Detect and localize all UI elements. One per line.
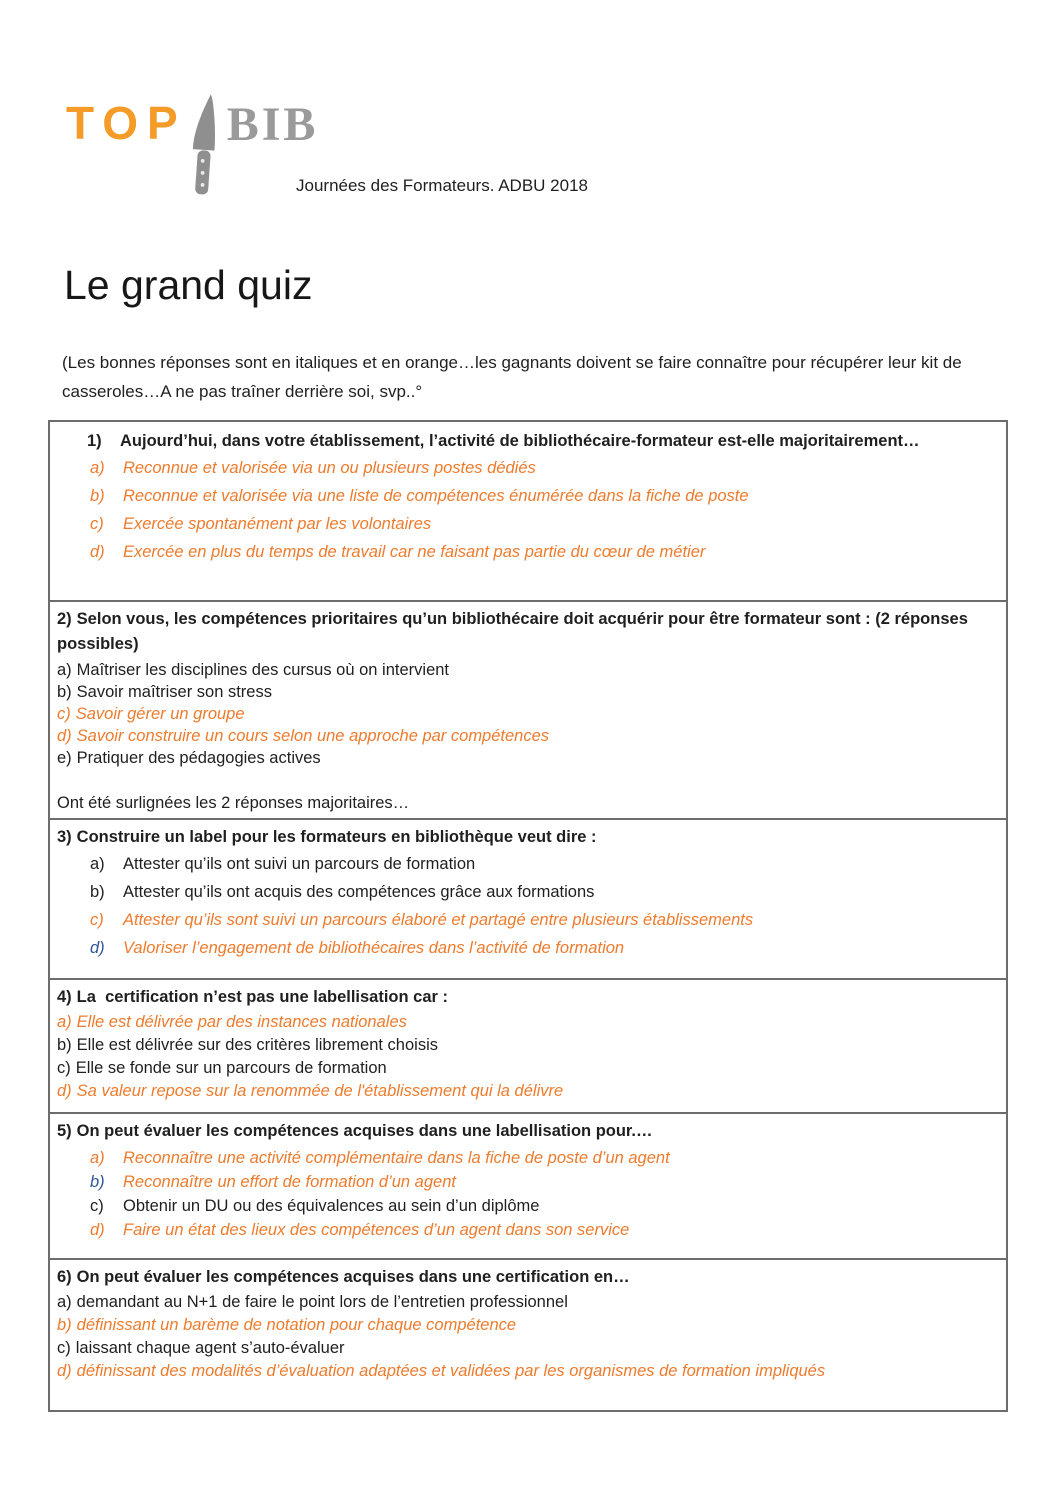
- knife-icon: [183, 94, 227, 196]
- question-text: On peut évaluer les compétences acquises dans une labellisation pour.…: [76, 1122, 653, 1140]
- quiz-option: [57, 1080, 998, 1103]
- option-text: Attester qu’ils ont acquis des compétences grâce aux formations: [123, 883, 595, 901]
- question-number: 2): [57, 610, 72, 628]
- question-row-5: [49, 1113, 1007, 1259]
- option-marker: d): [90, 1221, 105, 1239]
- option-text: laissant chaque agent s’auto-évaluer: [75, 1339, 345, 1357]
- option-marker: d): [57, 727, 72, 745]
- quiz-option: [57, 747, 998, 769]
- question-text: Selon vous, les compétences prioritaires qu’un bibliothécaire doit acquérir pour être formateur sont : (2 réponses possibles): [57, 610, 973, 653]
- question-title: [57, 825, 998, 849]
- question-number: 6): [57, 1268, 72, 1286]
- option-marker: a): [57, 1293, 72, 1311]
- quiz-option: [57, 1314, 998, 1337]
- option-marker: c): [57, 1059, 71, 1077]
- option-text: Obtenir un DU ou des équivalences au sein d’un diplôme: [123, 1197, 540, 1215]
- quiz-option: [57, 1337, 998, 1360]
- option-text: définissant des modalités d’évaluation adaptées et validées par les organismes de formation impliqués: [76, 1362, 826, 1380]
- question-row-4: [49, 979, 1007, 1113]
- question-number: 3): [57, 828, 72, 846]
- option-marker: c): [57, 1339, 71, 1357]
- quiz-option: [90, 881, 998, 904]
- question-text: On peut évaluer les compétences acquises dans une certification en…: [76, 1268, 630, 1286]
- option-marker: c): [57, 705, 71, 723]
- option-marker: d): [57, 1082, 72, 1100]
- question-number: 4): [57, 988, 72, 1006]
- option-text: Savoir construire un cours selon une approche par compétences: [76, 727, 550, 745]
- option-text: définissant un barème de notation pour chaque compétence: [76, 1316, 517, 1334]
- option-marker: d): [57, 1362, 72, 1380]
- option-marker: a): [90, 855, 105, 873]
- quiz-option: [90, 909, 998, 932]
- intro-note: (Les bonnes réponses sont en italiques et en orange…les gagnants doivent se faire connaître pour récupérer leur kit de casseroles…A ne pas traîner derrière soi, svp..°: [62, 353, 962, 401]
- option-text: Elle se fonde sur un parcours de formation: [75, 1059, 387, 1077]
- option-marker: c): [90, 515, 104, 533]
- quiz-option: [57, 1360, 998, 1383]
- quiz-option: [57, 1034, 998, 1057]
- question-text: La certification n’est pas une labellisation car :: [76, 988, 449, 1006]
- question-row-1: [49, 421, 1007, 601]
- question-number: 1): [87, 432, 102, 450]
- option-marker: b): [57, 1316, 72, 1334]
- option-marker: b): [90, 1173, 105, 1191]
- option-marker: a): [57, 661, 72, 679]
- quiz-table: [48, 420, 1008, 1412]
- option-text: Sa valeur repose sur la renommée de l'établissement qui la délivre: [76, 1082, 564, 1100]
- options-list: [90, 853, 998, 960]
- option-text: Pratiquer des pédagogies actives: [76, 749, 321, 767]
- option-marker: a): [57, 1013, 72, 1031]
- option-text: Faire un état des lieux des compétences d’un agent dans son service: [123, 1221, 630, 1239]
- option-marker: e): [57, 749, 72, 767]
- quiz-option: [90, 513, 998, 536]
- question-title: [87, 429, 998, 453]
- quiz-option: [90, 1195, 998, 1218]
- question-row-3: [49, 819, 1007, 979]
- option-text: Maîtriser les disciplines des cursus où on intervient: [76, 661, 450, 679]
- option-text: Valoriser l’engagement de bibliothécaires dans l’activité de formation: [123, 939, 625, 957]
- page-title: Le grand quiz: [64, 262, 313, 308]
- options-list: [57, 1011, 998, 1103]
- quiz-option: [57, 1011, 998, 1034]
- quiz-option: [57, 725, 998, 747]
- option-marker: c): [90, 911, 104, 929]
- quiz-option: [57, 681, 998, 703]
- quiz-option: [90, 853, 998, 876]
- option-marker: a): [90, 459, 105, 477]
- quiz-option: [90, 457, 998, 480]
- quiz-option: [90, 1147, 998, 1170]
- option-text: Attester qu’ils sont suivi un parcours élaboré et partagé entre plusieurs établissements: [123, 911, 754, 929]
- quiz-option: [90, 937, 998, 960]
- option-text: demandant au N+1 de faire le point lors de l’entretien professionnel: [76, 1293, 568, 1311]
- option-marker: b): [90, 883, 105, 901]
- question-row-2: [49, 601, 1007, 819]
- option-text: Elle est délivrée par des instances nationales: [76, 1013, 407, 1031]
- question-title: [57, 1119, 998, 1143]
- quiz-option: [57, 1291, 998, 1314]
- quiz-option: [57, 1057, 998, 1080]
- option-text: Attester qu’ils ont suivi un parcours de formation: [123, 855, 476, 873]
- question-text: Aujourd’hui, dans votre établissement, l’activité de bibliothécaire-formateur est-elle majoritairement…: [120, 432, 920, 450]
- option-marker: b): [57, 1036, 72, 1054]
- options-list: [90, 457, 998, 564]
- question-title: [57, 1265, 998, 1289]
- quiz-option: [90, 1171, 998, 1194]
- option-marker: b): [57, 683, 72, 701]
- option-text: Reconnaître un effort de formation d’un agent: [123, 1173, 456, 1191]
- option-text: Reconnue et valorisée via un ou plusieurs postes dédiés: [123, 459, 536, 477]
- question-number: 5): [57, 1122, 72, 1140]
- quiz-option: [57, 703, 998, 725]
- question-title: [57, 985, 998, 1009]
- option-text: Exercée en plus du temps de travail car ne faisant pas partie du cœur de métier: [123, 543, 706, 561]
- question-title: [57, 607, 998, 657]
- quiz-option: [90, 1219, 998, 1242]
- quiz-option: [90, 485, 998, 508]
- option-marker: a): [90, 1149, 105, 1167]
- options-list: [57, 1291, 998, 1383]
- options-list: [57, 659, 998, 769]
- option-marker: d): [90, 939, 105, 957]
- quiz-option: [57, 659, 998, 681]
- question-text: Construire un label pour les formateurs en bibliothèque veut dire :: [76, 828, 597, 846]
- quiz-option: [90, 541, 998, 564]
- option-text: Elle est délivrée sur des critères librement choisis: [76, 1036, 438, 1054]
- event-subtitle: Journées des Formateurs. ADBU 2018: [296, 176, 588, 195]
- option-text: Savoir maîtriser son stress: [76, 683, 272, 701]
- topbib-logo: [66, 97, 319, 196]
- question-footer-note: Ont été surlignées les 2 réponses majoritaires…: [57, 794, 410, 812]
- option-marker: b): [90, 487, 105, 505]
- option-text: Reconnue et valorisée via une liste de compétences énumérée dans la fiche de poste: [123, 487, 749, 505]
- option-text: Reconnaître une activité complémentaire dans la fiche de poste d’un agent: [123, 1149, 670, 1167]
- logo-text-top: TOP: [66, 97, 187, 149]
- question-row-6: [49, 1259, 1007, 1411]
- option-text: Exercée spontanément par les volontaires: [123, 515, 432, 533]
- option-marker: c): [90, 1197, 104, 1215]
- option-marker: d): [90, 543, 105, 561]
- logo-text-bib: BIB: [226, 98, 319, 151]
- options-list: [90, 1147, 998, 1242]
- option-text: Savoir gérer un groupe: [75, 705, 245, 723]
